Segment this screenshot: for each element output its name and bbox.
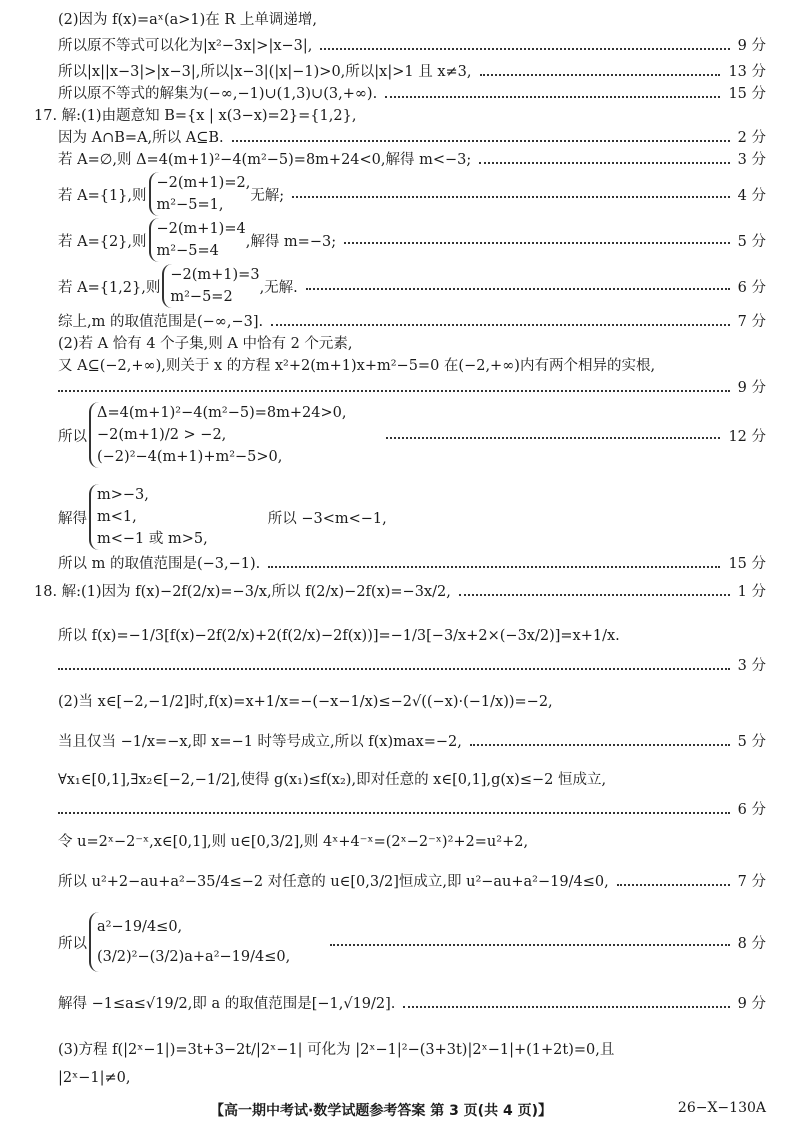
inequality: (−2)²−4(m+1)+m²−5>0,	[97, 449, 283, 465]
leader-dots	[232, 140, 730, 142]
leader-dots	[58, 668, 730, 670]
system-label: 所以	[58, 935, 87, 952]
leader-dots	[403, 1006, 729, 1008]
score: 9 分	[737, 380, 766, 396]
score: 6 分	[737, 802, 766, 818]
text-line	[58, 1040, 766, 1060]
system-label: 解得	[58, 510, 87, 527]
score: 3 分	[737, 152, 766, 168]
scored-line	[58, 872, 766, 892]
equation: m²−5=1,	[156, 197, 224, 213]
system-label: 所以	[58, 428, 87, 445]
line-text: 17. 解:(1)由题意知 B={x | x(3−x)=2}={1,2},	[34, 108, 357, 124]
scored-line	[58, 150, 766, 170]
case-result: ,无解.	[259, 279, 298, 296]
text-line	[58, 10, 766, 30]
case-a-12	[58, 264, 766, 308]
leader-dots	[330, 944, 729, 946]
leader-dots	[386, 437, 720, 439]
inequality: Δ=4(m+1)²−4(m²−5)=8m+24>0,	[97, 405, 347, 421]
leader-dots	[268, 566, 720, 568]
question-18-heading	[34, 582, 766, 602]
score: 3 分	[737, 658, 766, 674]
text-line	[58, 832, 766, 852]
line-text: 18. 解:(1)因为 f(x)−2f(2/x)=−3/x,所以 f(2/x)−2f(x)=−3x/2,	[34, 584, 451, 600]
leader-dots	[292, 196, 729, 198]
text-line	[58, 334, 766, 354]
leader-dots	[320, 48, 729, 50]
scored-line	[58, 36, 766, 56]
inequality-system	[89, 402, 346, 468]
line-text: 因为 A∩B=A,所以 A⊆B.	[58, 130, 224, 146]
scored-line	[58, 800, 766, 820]
score: 12 分	[728, 428, 766, 445]
score: 1 分	[737, 584, 766, 600]
score: 15 分	[728, 556, 766, 572]
score: 8 分	[737, 935, 766, 952]
scored-line	[58, 128, 766, 148]
line-text: 所以 m 的取值范围是(−3,−1).	[58, 556, 261, 572]
case-result: ,解得 m=−3;	[245, 233, 337, 250]
scored-line	[58, 732, 766, 752]
scored-line	[58, 378, 766, 398]
leader-dots	[58, 812, 730, 814]
case-label: 若 A={2},则	[58, 233, 147, 250]
line-text: 所以|x||x−3|>|x−3|,所以|x−3|(|x|−1)>0,所以|x|>1 且 x≠3,	[58, 64, 472, 80]
score: 4 分	[737, 187, 766, 204]
text-line	[58, 1068, 766, 1088]
text-line	[58, 626, 766, 646]
line-text: (2)因为 f(x)=aˣ(a>1)在 R 上单调递增,	[58, 12, 318, 28]
equation-system	[162, 264, 259, 308]
line-text: 当且仅当 −1/x=−x,即 x=−1 时等号成立,所以 f(x)max=−2,	[58, 734, 462, 750]
line-text: 综上,m 的取值范围是(−∞,−3].	[58, 314, 264, 330]
scored-line	[58, 656, 766, 676]
line-text: (2)当 x∈[−2,−1/2]时,f(x)=x+1/x=−(−x−1/x)≤−2√((−x)·(−1/x))=−2,	[58, 694, 553, 710]
line-text: 所以原不等式的解集为(−∞,−1)∪(1,3)∪(3,+∞).	[58, 86, 378, 102]
case-a-2	[58, 218, 766, 262]
scored-line	[58, 62, 766, 82]
scored-line	[58, 312, 766, 332]
line-text: 所以原不等式可以化为|x²−3x|>|x−3|,	[58, 38, 313, 54]
line-text: (2)若 A 恰有 4 个子集,则 A 中恰有 2 个元素,	[58, 336, 353, 352]
score: 2 分	[737, 130, 766, 146]
leader-dots	[58, 390, 730, 392]
page-footer	[0, 1100, 800, 1124]
leader-dots	[344, 242, 730, 244]
case-label: 若 A={1},则	[58, 187, 147, 204]
leader-dots	[470, 744, 730, 746]
score: 9 分	[737, 996, 766, 1012]
scored-line	[58, 84, 766, 104]
inequality: −2(m+1)/2 > −2,	[97, 427, 227, 443]
inequality: m<−1 或 m>5,	[97, 531, 208, 547]
scored-line	[58, 554, 766, 574]
leader-dots	[306, 288, 730, 290]
leader-dots	[479, 162, 729, 164]
footer-title: 【高一期中考试·数学试题参考答案 第 3 页(共 4 页)】	[210, 1103, 552, 1119]
inequality-system	[89, 912, 290, 972]
score: 7 分	[737, 314, 766, 330]
score: 6 分	[737, 279, 766, 296]
conclusion: 所以 −3<m<−1,	[267, 510, 387, 527]
case-label: 若 A={1,2},则	[58, 279, 161, 296]
score: 5 分	[737, 734, 766, 750]
condition-system	[58, 402, 766, 468]
line-text: 又 A⊆(−2,+∞),则关于 x 的方程 x²+2(m+1)x+m²−5=0 在(−2,+∞)内有两个相异的实根,	[58, 358, 656, 374]
equation-system	[149, 172, 251, 216]
equation: −2(m+1)=2,	[156, 175, 251, 191]
text-line	[58, 692, 766, 712]
leader-dots	[459, 594, 730, 596]
leader-dots	[271, 324, 730, 326]
scored-line	[58, 994, 766, 1014]
line-text: 解得 −1≤a≤√19/2,即 a 的取值范围是[−1,√19/2].	[58, 996, 396, 1012]
line-text: 令 u=2ˣ−2⁻ˣ,x∈[0,1],则 u∈[0,3/2],则 4ˣ+4⁻ˣ=(2ˣ−2⁻ˣ)²+2=u²+2,	[58, 834, 529, 850]
inequality: (3/2)²−(3/2)a+a²−19/4≤0,	[97, 949, 291, 965]
score: 13 分	[728, 64, 766, 80]
case-a-1	[58, 172, 766, 216]
inequality: m<1,	[97, 509, 137, 525]
document-code: 26−X−130A	[677, 1100, 766, 1116]
question-17-heading	[34, 106, 766, 126]
inequality: a²−19/4≤0,	[97, 919, 183, 935]
score: 9 分	[737, 38, 766, 54]
text-line	[58, 356, 766, 376]
score: 15 分	[728, 86, 766, 102]
score: 5 分	[737, 233, 766, 250]
text-line	[58, 770, 766, 790]
line-text: (3)方程 f(|2ˣ−1|)=3t+3−2t/|2ˣ−1| 可化为 |2ˣ−1|²−(3+3t)|2ˣ−1|+(1+2t)=0,且	[58, 1042, 615, 1058]
line-text: 所以 u²+2−au+a²−35/4≤−2 对任意的 u∈[0,3/2]恒成立,即 u²−au+a²−19/4≤0,	[58, 874, 609, 890]
equation: m²−5=2	[170, 289, 233, 305]
equation: m²−5=4	[156, 243, 219, 259]
equation: −2(m+1)=4	[156, 221, 246, 237]
leader-dots	[385, 96, 720, 98]
score: 7 分	[737, 874, 766, 890]
line-text: 若 A=∅,则 Δ=4(m+1)²−4(m²−5)=8m+24<0,解得 m<−3;	[58, 152, 472, 168]
equation-system	[149, 218, 246, 262]
leader-dots	[617, 884, 730, 886]
case-result: 无解;	[250, 187, 285, 204]
equation: −2(m+1)=3	[170, 267, 260, 283]
line-text: |2ˣ−1|≠0,	[58, 1070, 131, 1086]
leader-dots	[480, 74, 721, 76]
solution-system	[58, 484, 766, 550]
a-condition-system	[58, 912, 766, 972]
line-text: 所以 f(x)=−1/3[f(x)−2f(2/x)+2(f(2/x)−2f(x))]=−1/3[−3/x+2×(−3x/2)]=x+1/x.	[58, 628, 620, 644]
line-text: ∀x₁∈[0,1],∃x₂∈[−2,−1/2],使得 g(x₁)≤f(x₂),即对任意的 x∈[0,1],g(x)≤−2 恒成立,	[58, 772, 607, 788]
inequality: m>−3,	[97, 487, 149, 503]
inequality-system	[89, 484, 208, 550]
